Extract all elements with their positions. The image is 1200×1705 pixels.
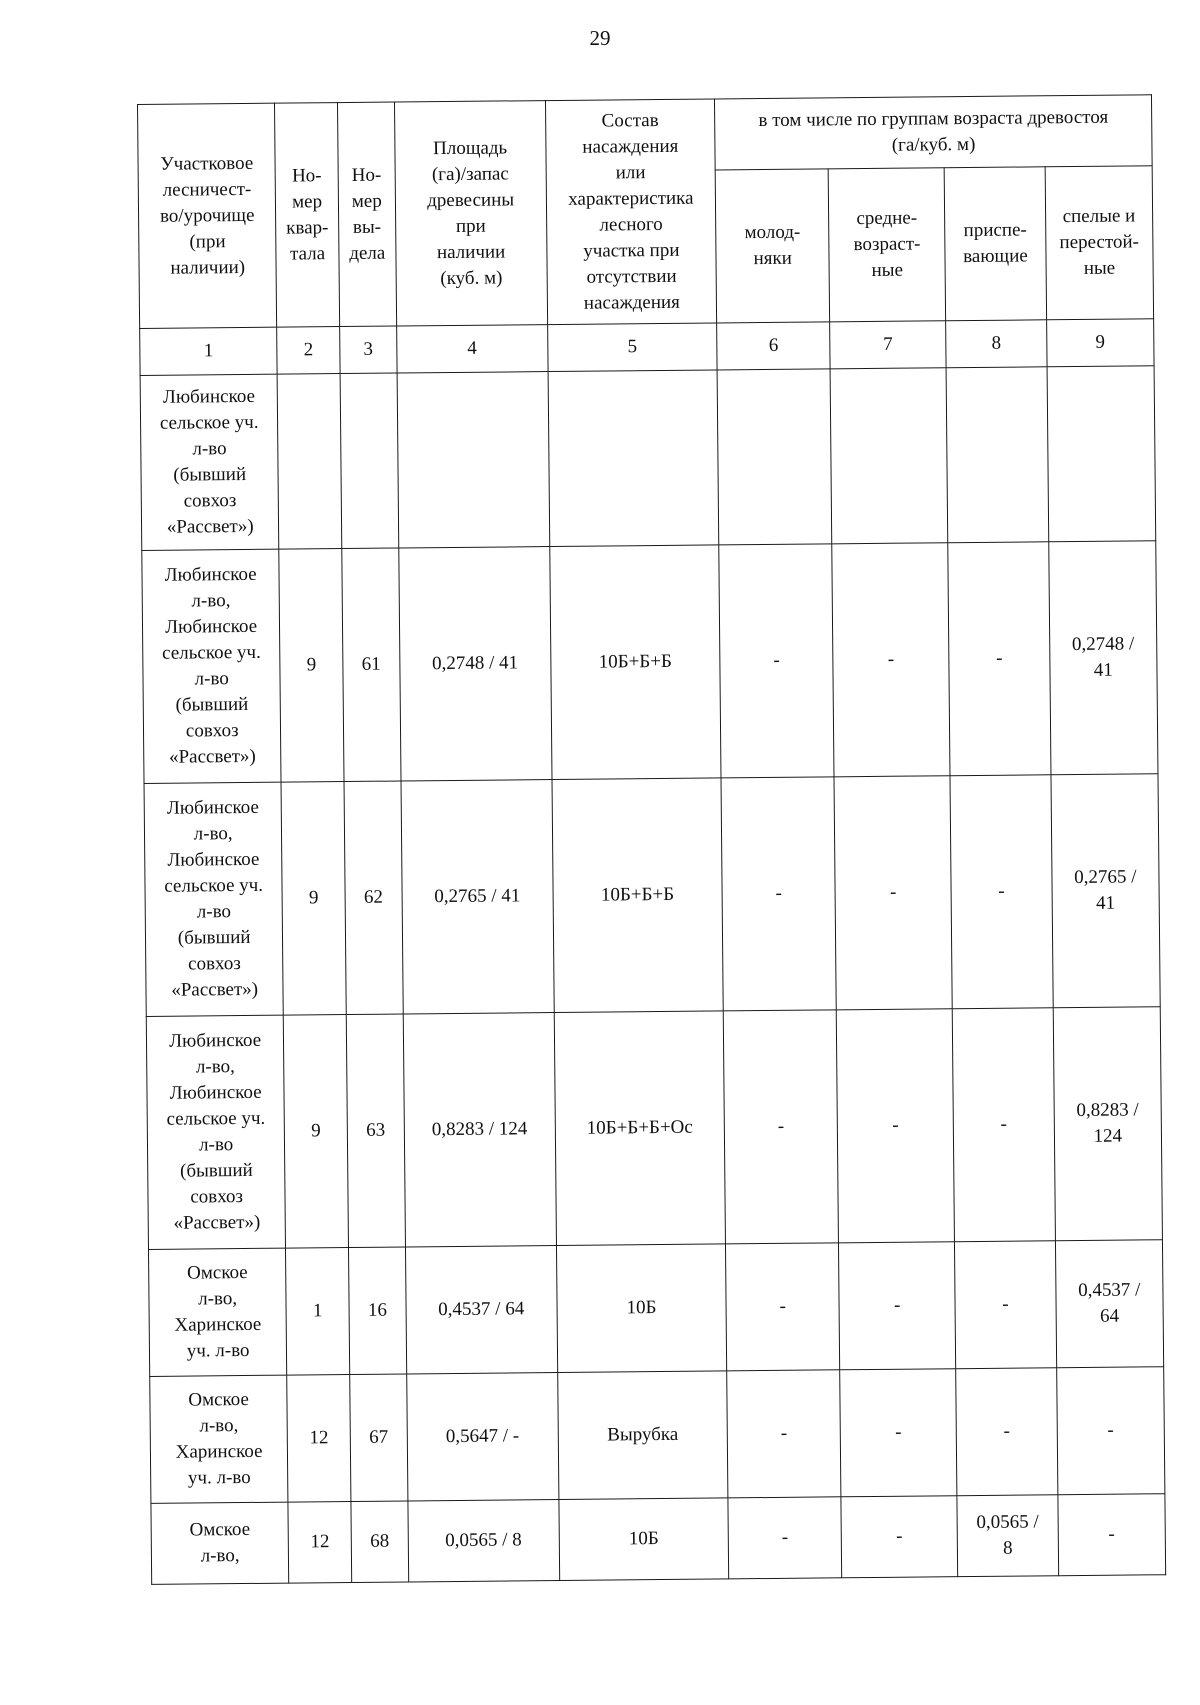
header-quarter-number: Но- мер квар- тала — [275, 103, 340, 328]
cell-forestry: Любинское л-во, Любинское сельское уч. л-во (бывший совхоз «Рассвет») — [144, 782, 284, 1016]
column-number: 9 — [1046, 319, 1154, 367]
cell-composition: 10Б+Б+Б — [552, 778, 724, 1013]
cell-young: - — [724, 1010, 839, 1244]
cell-young: - — [727, 1370, 841, 1498]
column-number: 3 — [340, 326, 397, 374]
cell-maturing: 0,0565 / 8 — [957, 1495, 1058, 1577]
cell-forestry: Любинское л-во, Любинское сельское уч. л-во (бывший совхоз «Рассвет») — [142, 549, 282, 783]
page-number: 29 — [589, 26, 611, 50]
cell-maturing: - — [955, 1241, 1057, 1369]
cell-middle-aged: - — [832, 543, 950, 777]
cell-young: - — [726, 1243, 840, 1371]
header-mature-overmature: спелые и перестой- ные — [1045, 166, 1154, 320]
table-row — [151, 1494, 1166, 1585]
cell-composition — [548, 370, 719, 547]
cell-quarter: 1 — [286, 1248, 350, 1376]
table-row — [144, 774, 1160, 1017]
header-middle-aged: средне- возраст- ные — [828, 168, 946, 322]
cell-maturing: - — [956, 1368, 1058, 1496]
cell-area-volume: 0,5647 / - — [407, 1373, 559, 1501]
header-area-volume: Площадь (га)/запас древесины при наличии (куб. м) — [394, 101, 547, 326]
cell-mature: 0,8283 / 124 — [1053, 1007, 1163, 1241]
cell-forestry: Омское л-во, Харинское уч. л-во — [148, 1248, 287, 1376]
table-row — [140, 366, 1156, 551]
cell-plot: 67 — [350, 1374, 408, 1502]
cell-middle-aged: - — [836, 1009, 954, 1243]
cell-composition: Вырубка — [557, 1371, 728, 1500]
column-number: 4 — [396, 325, 547, 373]
cell-area-volume: 0,2748 / 41 — [399, 547, 552, 781]
cell-composition: 10Б+Б+Б — [549, 545, 721, 780]
column-number: 5 — [547, 323, 717, 372]
cell-area-volume: 0,2765 / 41 — [401, 780, 554, 1014]
cell-plot: 62 — [344, 781, 403, 1015]
header-composition: Состав насаждения или характеристика лесного участка при отсутствии насаждения — [545, 99, 717, 325]
cell-forestry: Любинское сельское уч. л-во (бывший совхоз «Рассвет») — [140, 374, 279, 550]
cell-maturing — [946, 367, 1048, 543]
cell-plot: 61 — [342, 548, 401, 782]
cell-area-volume: 0,0565 / 8 — [408, 1500, 560, 1582]
cell-quarter: 9 — [281, 782, 346, 1016]
cell-forestry: Омское л-во, Харинское уч. л-во — [150, 1375, 289, 1503]
cell-maturing: - — [948, 542, 1051, 776]
cell-young: - — [719, 544, 834, 778]
cell-composition: 10Б+Б+Б+Ос — [554, 1011, 726, 1246]
cell-composition: 10Б — [556, 1244, 727, 1373]
column-number: 8 — [946, 320, 1047, 368]
cell-mature: 0,4537 / 64 — [1055, 1240, 1164, 1368]
cell-forestry: Любинское л-во, Любинское сельское уч. л-во (бывший совхоз «Рассвет») — [146, 1015, 286, 1249]
column-number: 2 — [277, 327, 340, 375]
cell-middle-aged: - — [841, 1496, 958, 1578]
header-young: молод- няки — [715, 169, 829, 323]
cell-maturing: - — [952, 1008, 1055, 1242]
table-row — [146, 1007, 1162, 1250]
header-plot-number: Но- мер вы- дела — [337, 102, 396, 327]
cell-young: - — [721, 777, 836, 1011]
cell-quarter: 12 — [288, 1502, 351, 1584]
header-age-groups: в том числе по группам возраста древостоя (га/куб. м) — [715, 95, 1152, 170]
cell-forestry: Омское л-во, — [151, 1502, 289, 1584]
cell-quarter — [277, 374, 341, 550]
cell-mature: 0,2765 / 41 — [1051, 774, 1161, 1008]
cell-plot: 63 — [346, 1014, 405, 1248]
table-row — [142, 541, 1158, 784]
header-maturing: приспе- вающие — [944, 167, 1046, 321]
cell-plot: 68 — [351, 1501, 409, 1583]
cell-young — [717, 369, 831, 545]
column-number: 1 — [140, 327, 278, 375]
cell-quarter: 12 — [287, 1375, 351, 1503]
cell-quarter: 9 — [279, 549, 344, 783]
cell-middle-aged — [830, 368, 948, 544]
cell-plot — [340, 373, 399, 549]
cell-composition: 10Б — [558, 1498, 729, 1581]
cell-area-volume: 0,4537 / 64 — [405, 1246, 557, 1374]
cell-area-volume — [397, 372, 549, 548]
cell-quarter: 9 — [284, 1015, 349, 1249]
column-number: 7 — [830, 321, 947, 369]
table-row — [150, 1367, 1165, 1504]
cell-mature — [1047, 366, 1156, 542]
cell-area-volume: 0,8283 / 124 — [403, 1013, 556, 1247]
column-number: 6 — [717, 322, 830, 370]
cell-middle-aged: - — [840, 1369, 957, 1497]
cell-middle-aged: - — [839, 1242, 956, 1370]
cell-mature: 0,2748 / 41 — [1048, 541, 1158, 775]
cell-young: - — [728, 1497, 842, 1579]
header-forestry: Участковое лесничест- во/урочище (при наличии) — [138, 103, 277, 328]
table-row — [148, 1240, 1163, 1377]
cell-middle-aged: - — [834, 776, 952, 1010]
cell-plot: 16 — [348, 1247, 406, 1375]
cell-mature: - — [1056, 1367, 1165, 1495]
cell-maturing: - — [950, 775, 1053, 1009]
forest-plots-table — [137, 94, 1166, 1585]
cell-mature: - — [1058, 1494, 1166, 1576]
